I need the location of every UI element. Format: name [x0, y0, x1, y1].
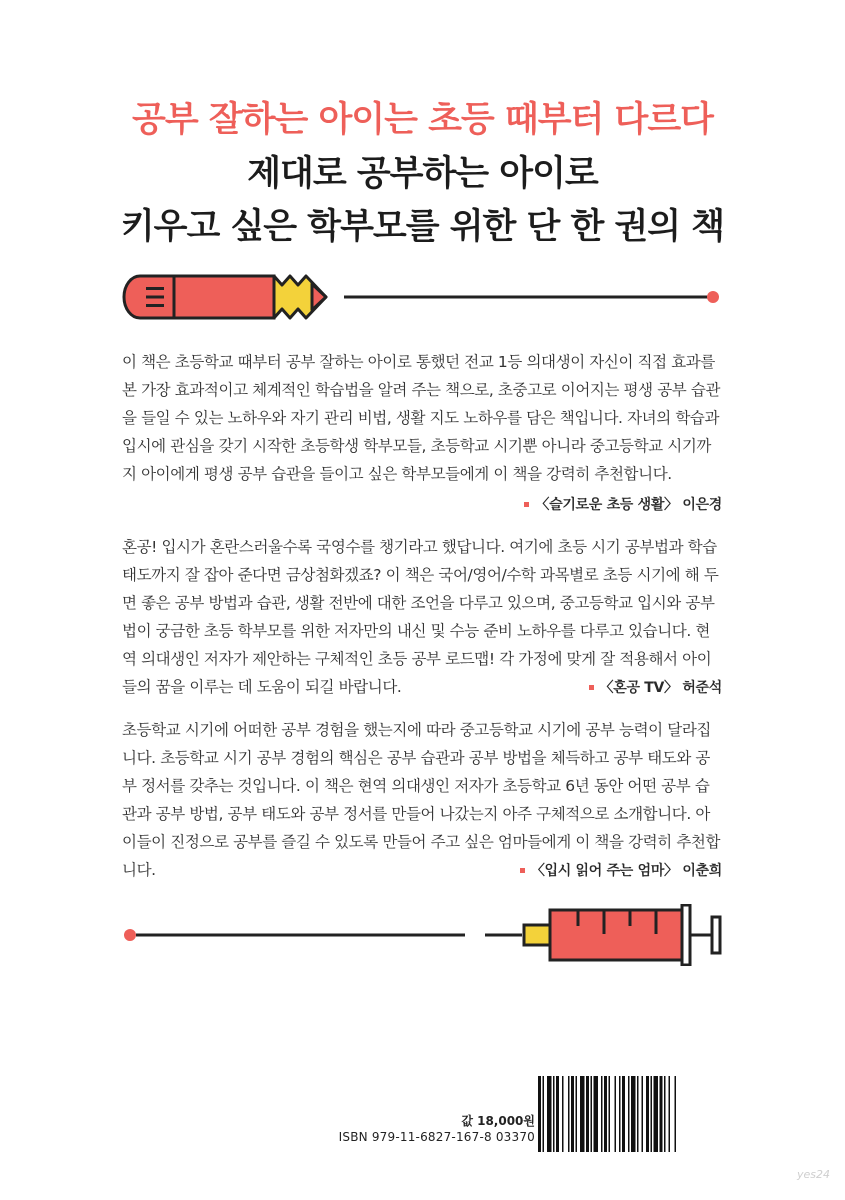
review-text: 초등학교 시기에 어떠한 공부 경험을 했는지에 따라 중고등학교 시기에 공부 능력이 달라집니다. 초등학교 시기 공부 경험의 핵심은 공부 습관과 공부 방법을 체득하고 공부 태도와 공부 정서를 갖추는 것입니다. 이 책은 현역 의대생인 저자가 초등학교 6년 동안 어떤 공부 습관과 공부 방법, 공부 태도와 공부 정서를 만들어 나갔는지 아주 구체적으로 소개합니다. 아이들이 진정으로 공부를 즐길 수 있도록 만들어 주고 싶은 엄마들에게 이 책을 강력히 추천합니다. — [122, 721, 721, 879]
barcode-bar — [615, 1076, 617, 1152]
credit-text: 〈혼공 TV〉 허준석 — [599, 680, 722, 696]
barcode-bar — [609, 1076, 611, 1152]
review-text: 혼공! 입시가 혼란스러울수록 국영수를 챙기라고 했답니다. 여기에 초등 시기 공부법과 학습 태도까지 잘 잡아 준다면 금상첨화겠죠? 이 책은 국어/영어/수학 과목별로 초등 시기에 해 두면 좋은 공부 방법과 습관, 생활 전반에 대한 조언을 다루고 있으며, 중고등학교 입시와 공부법이 궁금한 초등 학부모를 위한 저자만의 내신 및 수능 준비 노하우를 다루고 있습니다. 현역 의대생인 저자가 제안하는 구체적인 초등 공부 로드맵! 각 가정에 맞게 잘 적용해서 아이들의 꿈을 이루는 데 도움이 되길 바랍니다. — [122, 538, 719, 696]
barcode-bar — [568, 1076, 570, 1152]
syringe-icon — [120, 904, 730, 966]
barcode-bar — [646, 1076, 649, 1152]
barcode-bar — [622, 1076, 625, 1152]
pencil-icon — [122, 272, 727, 322]
barcode-bar — [547, 1076, 552, 1152]
barcode-bar — [628, 1076, 630, 1152]
credit-text: 〈슬기로운 초등 생활〉 이은경 — [535, 497, 722, 513]
barcode-bar — [553, 1076, 555, 1152]
barcode-bar — [562, 1076, 564, 1152]
barcode-icon — [538, 1076, 722, 1152]
credit-text: 〈입시 읽어 주는 엄마〉 이춘희 — [530, 863, 722, 879]
review-text: 이 책은 초등학교 때부터 공부 잘하는 아이로 통했던 전교 1등 의대생이 자신이 직접 효과를 본 가장 효과적이고 체계적인 학습법을 알려 주는 책으로, 초중고로 이어지는 평생 공부 습관을 들일 수 있는 노하우와 자기 관리 비법, 생활 지도 노하우를 담은 책입니다. 자녀의 학습과 입시에 관심을 갖기 시작한 초등학생 학부모들, 초등학교 시기뿐 아니라 중고등학교 시기까지 아이에게 평생 공부 습관을 들이고 싶은 학부모들에게 이 책을 강력히 추천합니다. — [122, 353, 721, 483]
review-credit — [589, 677, 722, 697]
barcode-bar — [654, 1076, 659, 1152]
review-1 — [122, 348, 722, 488]
headline-line-2: 제대로 공부하는 아이로 — [247, 154, 598, 194]
barcode-bar — [586, 1076, 589, 1152]
barcode-bar — [619, 1076, 621, 1152]
barcode-bar — [591, 1076, 593, 1152]
barcode-bar — [642, 1076, 644, 1152]
barcode-bar — [576, 1076, 578, 1152]
review-2 — [122, 533, 722, 701]
barcode-bar — [580, 1076, 585, 1152]
barcode-bar — [556, 1076, 559, 1152]
barcode-bar — [637, 1076, 639, 1152]
barcode-bar — [669, 1076, 671, 1152]
barcode-bar — [631, 1076, 636, 1152]
headline-line-3: 키우고 싶은 학부모를 위한 단 한 권의 책 — [120, 207, 725, 247]
bullet-icon — [524, 502, 529, 507]
barcode-bar — [571, 1076, 574, 1152]
barcode-bar — [601, 1076, 603, 1152]
barcode-bar — [594, 1076, 599, 1152]
barcode-bar — [651, 1076, 653, 1152]
review-credit — [524, 494, 722, 514]
barcode-bar — [538, 1076, 541, 1152]
headline-line-1: 공부 잘하는 아이는 초등 때부터 다르다 — [132, 100, 713, 140]
review-credit — [520, 860, 722, 880]
bullet-icon — [589, 685, 594, 690]
watermark-logo: yes24 — [797, 1168, 831, 1181]
barcode-bar — [604, 1076, 607, 1152]
isbn-label: ISBN 979-11-6827-167-8 03370 — [338, 1130, 535, 1144]
price-label: 값 18,000원 — [461, 1114, 535, 1128]
barcode-bar — [675, 1076, 677, 1152]
barcode-bar — [664, 1076, 666, 1152]
review-3 — [122, 716, 722, 884]
bullet-icon — [520, 868, 525, 873]
barcode-bar — [543, 1076, 545, 1152]
barcode-bar — [660, 1076, 663, 1152]
